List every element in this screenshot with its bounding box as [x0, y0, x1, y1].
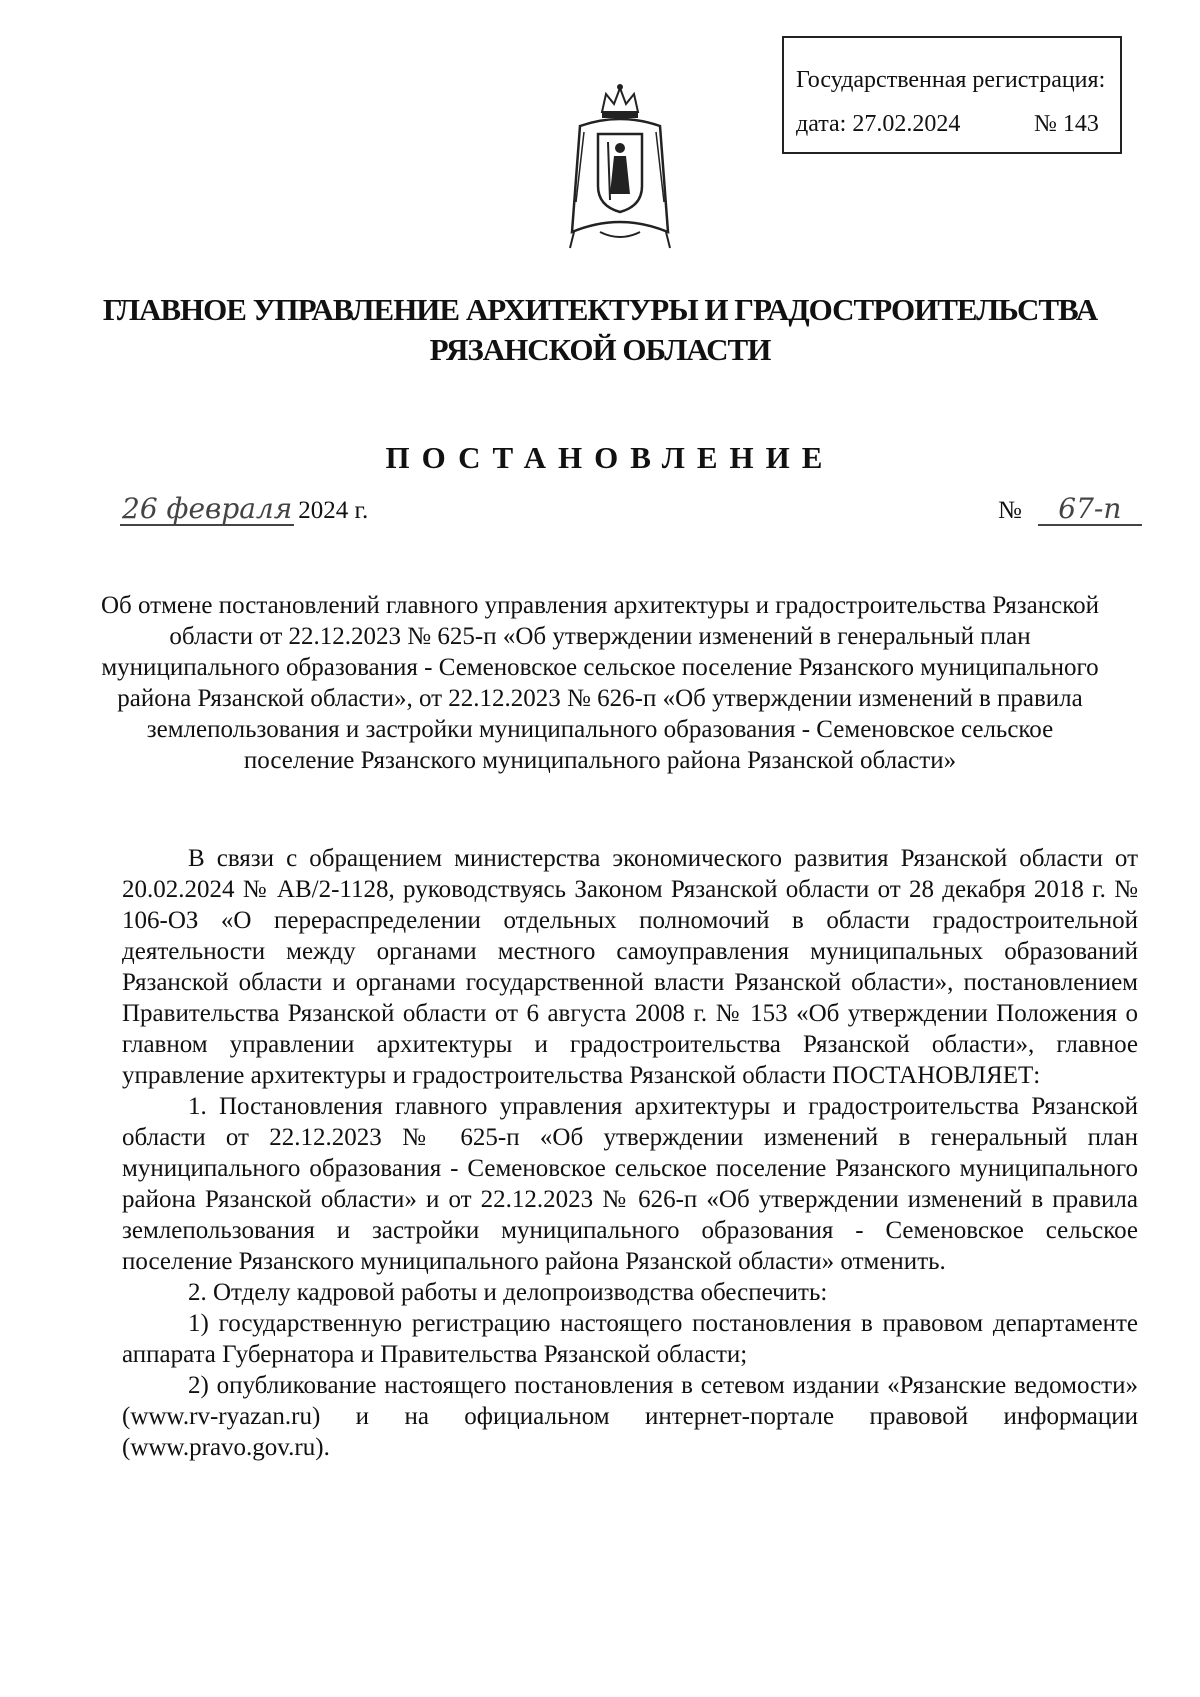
document-type: ПОСТАНОВЛЕНИЕ	[385, 440, 835, 475]
handwritten-number: 67-п	[1038, 494, 1142, 526]
registration-title: Государственная регистрация:	[796, 67, 1106, 93]
registration-stamp	[782, 36, 1122, 154]
organization-line-2: РЯЗАНСКОЙ ОБЛАСТИ	[429, 332, 771, 367]
organization-name	[80, 290, 1120, 370]
number-label: №	[998, 497, 1022, 524]
registration-number: № 143	[1034, 111, 1099, 137]
paragraph-subitem-1: 1) государственную регистрацию настоящего постановления в правовом департаменте аппарата Губернатора и Правительства Рязанской области;	[122, 1310, 1138, 1368]
registration-date: дата: 27.02.2024	[796, 111, 961, 137]
document-number	[998, 494, 1142, 526]
paragraph-subitem-2: 2) опубликование настоящего постановления в сетевом издании «Рязанские ведомости» (www.rv-ryazan.ru) и на официальном интернет-портале правовой информации (www.pravo.gov.ru).	[122, 1372, 1138, 1461]
handwritten-date: 26 февраля	[122, 492, 293, 525]
organization-line-1: ГЛАВНОЕ УПРАВЛЕНИЕ АРХИТЕКТУРЫ И ГРАДОСТРОИТЕЛЬСТВА	[102, 292, 1098, 327]
document-date	[120, 494, 368, 526]
document-body	[122, 843, 1138, 1463]
date-year: 2024 г.	[298, 497, 369, 524]
paragraph-preamble: В связи с обращением министерства экономического развития Рязанской области от 20.02.2024 № АВ/2-1128, руководствуясь Законом Рязанской области от 28 декабря 2018 г. № 106-ОЗ «О перераспределении отдельных полномочий в области градостроительной деятельности между органами местного самоуправления муниципальных образований Рязанской области и органами государственной власти Рязанской области», постановлением Правительства Рязанской области от 6 августа 2008 г. № 153 «Об утверждении Положения о главном управлении архитектуры и градостроительства Рязанской области», главное управление архитектуры и градостроительства Рязанской области ПОСТАНОВЛЯЕТ:	[122, 845, 1138, 1089]
paragraph-item-1: 1. Постановления главного управления архитектуры и градостроительства Рязанской области от 22.12.2023 № 625-п «Об утверждении изменений в генеральный план муниципального образования - Семеновское сельское поселение Рязанского муниципального района Рязанской области» и от 22.12.2023 № 626-п «Об утверждении изменений в правила землепользования и застройки муниципального образования - Семеновское сельское поселение Рязанского муниципального района Рязанской области» отменить.	[122, 1093, 1138, 1275]
ryazan-coat-of-arms-icon	[560, 82, 680, 250]
paragraph-item-2: 2. Отделу кадровой работы и делопроизводства обеспечить:	[188, 1279, 828, 1306]
document-subject: Об отмене постановлений главного управления архитектуры и градостроительства Рязанской области от 22.12.2023 № 625-п «Об утверждении изменений в генеральный план муниципального образования - Семеновское сельское поселение Рязанского муниципального района Рязанской области», от 22.12.2023 № 626-п «Об утверждении изменений в правила землепользования и застройки муниципального образования - Семеновское сельское поселение Рязанского муниципального района Рязанской области»	[100, 592, 1100, 774]
